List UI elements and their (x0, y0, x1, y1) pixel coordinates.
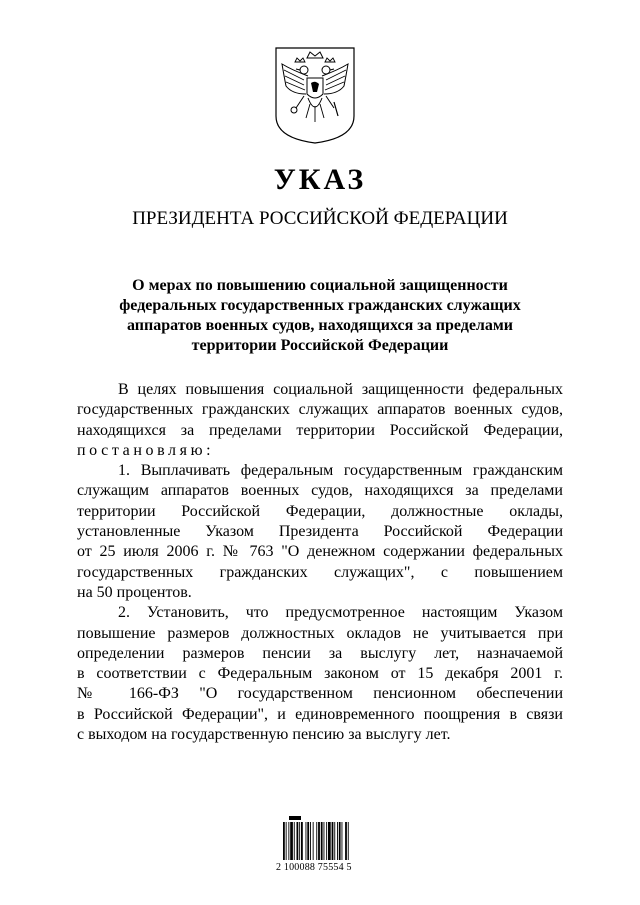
body-line: В целях повышения социальной защищенности федеральных (118, 381, 563, 398)
body-line: 1. Выплачивать федеральным государственным гражданским (118, 462, 563, 480)
body-line: 2. Установить, что предусмотренное настоящим Указом (118, 604, 563, 622)
coat-of-arms-icon (274, 46, 356, 144)
body-line: государственных гражданских служащих", с повышением (77, 563, 563, 581)
heading-line: аппаратов военных судов, находящихся за пределами (126, 317, 514, 334)
body-line: на 50 процентов. (77, 583, 192, 601)
body-line: определении размеров пенсии за выслугу лет, назначаемой (77, 644, 563, 662)
document-subtitle: ПРЕЗИДЕНТА РОССИЙСКОЙ ФЕДЕРАЦИИ (132, 208, 508, 229)
body-line-postanovlyayu: постановляю: (77, 441, 215, 459)
body-line: служащим аппаратов военных судов, находящихся за пределами (77, 482, 563, 500)
heading-line: О мерах по повышению социальной защищенности (132, 277, 508, 294)
heading-line: территории Российской Федерации (191, 337, 449, 354)
document-title: УКАЗ (273, 163, 367, 196)
body-line: в Российской Федерации", и единовременного поощрения в связи (77, 705, 563, 723)
body-line: государственных гражданских служащих аппаратов военных судов, (77, 401, 563, 419)
body-line: территории Российской Федерации, должностные оклады, (77, 502, 563, 520)
body-line: с выходом на государственную пенсию за выслугу лет. (77, 726, 451, 744)
decree-body (77, 380, 563, 745)
body-line: установленные Указом Президента Российской Федерации (77, 523, 563, 541)
body-line: повышение размеров должностных окладов не учитывается при (77, 624, 563, 642)
decree-heading (100, 276, 540, 356)
barcode-number: 2 100088 75554 5 (276, 862, 352, 873)
heading-line: федеральных государственных гражданских служащих (119, 297, 521, 314)
body-line: № 166-ФЗ "О государственном пенсионном обеспечении (77, 685, 563, 703)
body-line: от 25 июля 2006 г. № 763 "О денежном содержании федеральных (77, 543, 563, 561)
body-line: в соответствии с Федеральным законом от 15 декабря 2001 г. (77, 665, 563, 683)
body-line: находящихся за пределами территории Российской Федерации, (77, 421, 563, 439)
